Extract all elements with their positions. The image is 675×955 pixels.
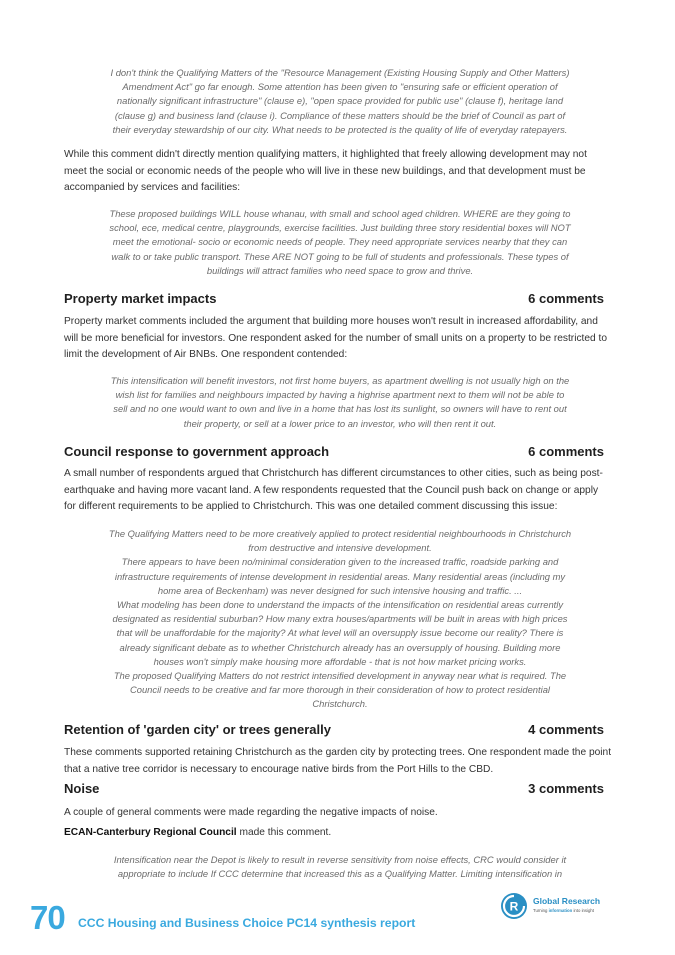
quote-line: The proposed Qualifying Matters do not restrict intensified development in anyway near what is required. The (113, 670, 567, 682)
section-heading-council (64, 442, 604, 460)
comment-count: 6 comments (528, 443, 604, 459)
quote-line: buildings will attract families who need space to grow and thrive. (206, 264, 474, 276)
quote-line: school, ece, medical centre, playgrounds, exercise facilities. Just building three story residential boxes will NOT (109, 222, 571, 234)
quote-line: Council needs to be creative and far more thorough in their consideration of how to protect residential (129, 684, 551, 696)
quote-line: meet the emotional- socio or economic needs of people. They need appropriate services nearby that they can (112, 236, 568, 248)
body-paragraph: A small number of respondents argued that Christchurch has different circumstances to other cities, such as being post-earthquake and having more vacant land. A few respondents requested that the Council push back on change or apply for different requirements to be applied to Christchurch. This was one detailed comment discussing this issue: (64, 468, 603, 512)
quote-line: Amendment Act" go far enough. Some attention has been given to "ensuring safe or efficient operation of (122, 81, 558, 93)
quote-block (96, 374, 584, 431)
quote-line: Intensification near the Depot is likely to result in reverse sensitivity from noise effects, CRC would consider it (113, 854, 567, 865)
body-paragraph: A couple of general comments were made regarding the negative impacts of noise. (64, 807, 438, 818)
org-name: ECAN-Canterbury Regional Council (64, 827, 237, 838)
body-paragraph: Property market comments included the argument that building more houses won't result in increased affordability, and will be more beneficial for investors. One respondent asked for the number of small units on a property to be restricted to limit the development of Air BNBs. One respondent contended: (64, 316, 608, 360)
quote-line: from destructive and intensive development. (248, 542, 432, 554)
report-title: CCC Housing and Business Choice PC14 synthesis report (78, 916, 416, 930)
quote-line: (clause g) and business land (clause i). Compliance of these matters should be the brief of Council as part of (114, 109, 566, 121)
quote-line: There appears to have been no/minimal consideration given to the increased traffic, roadside parking and (121, 556, 559, 568)
quote-line: What modeling has been done to understand the impacts of the intensification on residential areas currently (116, 599, 564, 611)
quote-line: home area of Beckenham) was never designed for such intensive housing and traffic. ... (157, 584, 523, 596)
section-title: Property market impacts (64, 290, 217, 306)
body-paragraph: These comments supported retaining Christchurch as the garden city by protecting trees. One respondent made the point that a native tree corridor is necessary to encourage native birds from the Port Hills to the CBD. (64, 747, 612, 775)
comment-count: 6 comments (528, 290, 604, 306)
quote-line: infrastructure requirements of intense development in residential areas. Many residential areas (including my (114, 570, 566, 582)
tagline-part: Turning (533, 908, 549, 913)
tagline-part: information (548, 908, 573, 913)
section-heading-garden-city (64, 720, 604, 738)
quote-block (96, 66, 584, 137)
quote-line: walk to or take public transport. These ARE NOT going to be full of students and professionals. These types of (111, 250, 569, 262)
quote-block (96, 207, 584, 278)
quote-line: designated as residential suburban? How many extra houses/apartments will be built in areas with high prices (112, 613, 568, 625)
tagline-part: into insight (572, 908, 594, 913)
quote-line: The Qualifying Matters need to be more creatively applied to protect residential neighbourhoods in Christchurch (108, 528, 572, 539)
quote-block (96, 853, 584, 881)
section-title: Noise (64, 780, 100, 796)
quote-line: sell and no one would want to own and live in a home that has lost its sunlight, so owners will have to rent out (113, 403, 567, 415)
quote-line: houses won't simply make housing more affordable - that is not how market pricing works. (153, 655, 527, 667)
quote-line: I don't think the Qualifying Matters of the "Resource Management (Existing Housing Supply and Other Matters) (110, 67, 570, 78)
quote-line: These proposed buildings WILL house whanau, with small and school aged children. WHERE are they going to (109, 208, 571, 219)
section-title: Council response to government approach (64, 443, 330, 459)
logo-letter: R (509, 899, 519, 914)
page-number: 70 (30, 899, 65, 936)
quote-line: nationally significant infrastructure" (clause e), "open space provided for public use" (clause f), heritage land (116, 95, 564, 107)
attribution-suffix: made this comment. (236, 827, 332, 838)
quote-line: This intensification will benefit investors, not first home buyers, as apartment dwelling is not usually high on the (110, 375, 570, 386)
quote-line: appropriate to include If CCC determine that increased this as a Qualifying Matter. Limiting intensification in (117, 868, 563, 880)
comment-count: 4 comments (528, 721, 604, 737)
body-paragraph: While this comment didn't directly mention qualifying matters, it highlighted that freely allowing development may not meet the social or economic needs of the people who will live in these new buildings, and that development must be accompanied by services and facilities: (64, 149, 587, 193)
section-heading-noise (64, 779, 604, 797)
global-research-logo-icon (500, 892, 528, 920)
global-research-logo (500, 890, 620, 922)
quote-line: that will be unaffordable for the majority? At what level will an oversupply issue become our reality? There is (116, 627, 564, 639)
quote-line: already significant debate as to whether Christchurch already has an oversupply of housing. Building more (119, 641, 561, 653)
quote-line: their everyday stewardship of our city. What needs to be protected is the quality of life of everyday ratepayers. (112, 123, 568, 135)
logo-tagline (533, 906, 600, 915)
comment-count: 3 comments (528, 780, 604, 796)
section-title: Retention of 'garden city' or trees generally (64, 721, 331, 737)
logo-name: Global Research (533, 896, 601, 906)
section-heading-property (64, 289, 604, 307)
quote-block (96, 527, 584, 712)
quote-line: Christchurch. (312, 698, 368, 710)
quote-line: their property, or sell at a lower price to an investor, who will then rent it out. (183, 417, 497, 429)
quote-line: wish list for families and neighbours impacted by having a highrise apartment next to them will not be able to (115, 389, 565, 401)
attribution-line (64, 825, 612, 842)
